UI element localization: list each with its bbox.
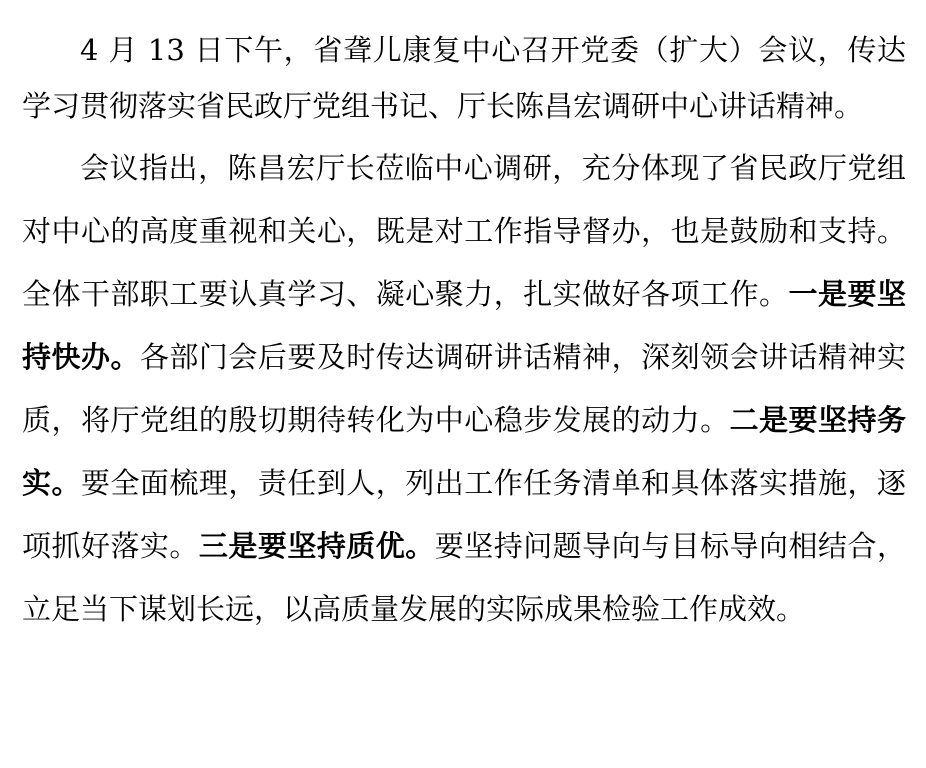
point3-heading: 三是要坚持质优。 xyxy=(198,529,435,563)
point2-text: 要全面梳理，责任到人，列出工作任务清单和具体落实措施，逐项抓好落实。 xyxy=(22,466,906,563)
point1-heading: 一是要坚持快办。 xyxy=(22,277,906,374)
paragraph-meeting-summary: 4 月 13 日下午，省聋儿康复中心召开党委（扩大）会议，传达学习贯彻落实省民政厅党组书记、厅长陈昌宏调研中心讲话精神。 xyxy=(22,33,906,123)
point2-heading: 二是要坚持务实。 xyxy=(22,403,906,500)
article-body xyxy=(22,22,906,641)
paragraph-meeting-points xyxy=(22,137,906,641)
point3-text: 要坚持问题导向与目标导向相结合，立足当下谋划长远，以高质量发展的实际成果检验工作成效。 xyxy=(22,529,906,626)
point1-text: 各部门会后要及时传达调研讲话精神，深刻领会讲话精神实质，将厅党组的殷切期待转化为中心稳步发展的动力。 xyxy=(22,340,906,437)
paragraph-intro: 会议指出，陈昌宏厅长莅临中心调研，充分体现了省民政厅党组对中心的高度重视和关心，既是对工作指导督办，也是鼓励和支持。全体干部职工要认真学习、凝心聚力，扎实做好各项工作。 xyxy=(22,151,906,311)
